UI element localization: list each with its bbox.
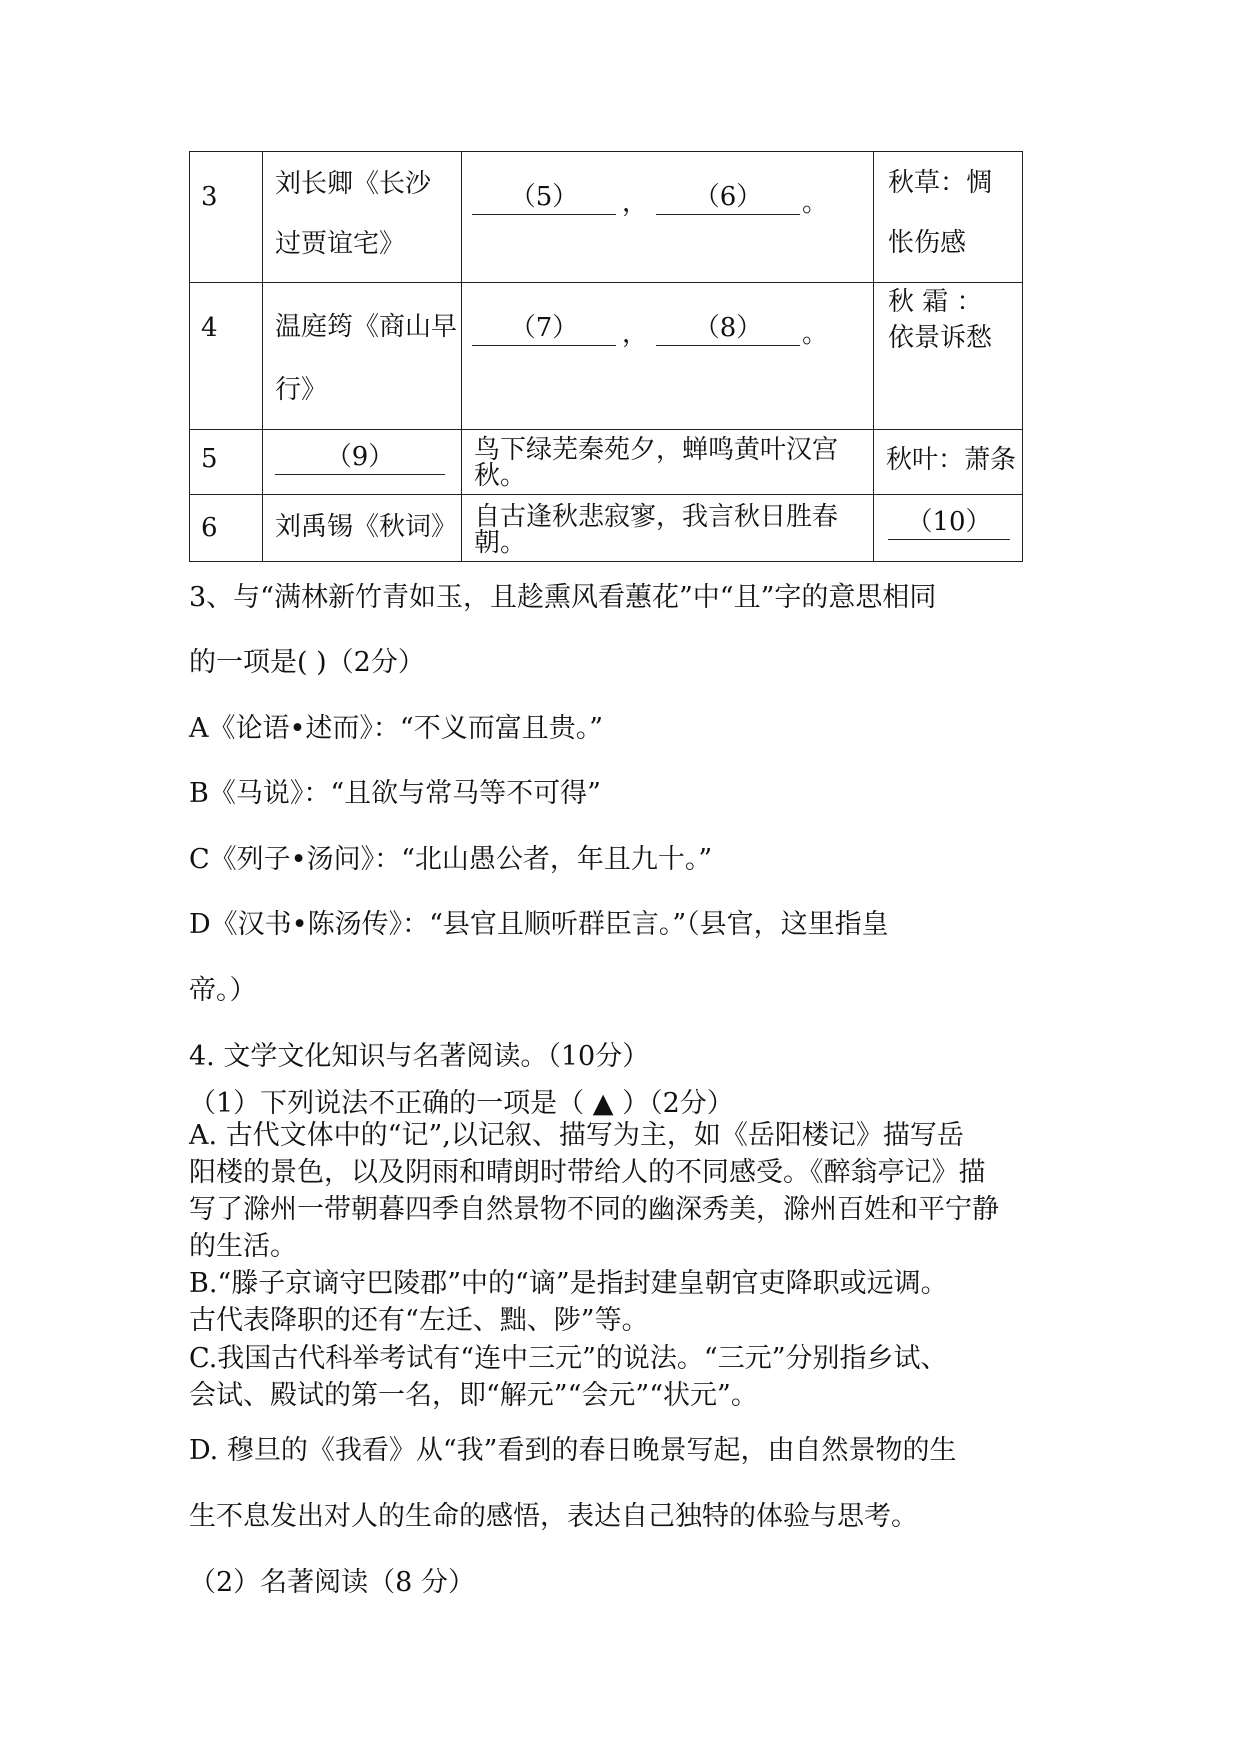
poet-title: 温庭筠《商山早 [275,312,458,342]
table-row [190,152,1023,283]
text-line: 阳楼的景色，以及阴雨和晴朗时带给人的不同感受。《醉翁亭记》描 [189,1157,986,1188]
q4-option-d: D. 穆旦的《我看》从“我”看到的春日晚景写起，由自然景物的生 [189,1435,957,1466]
poem-line-cont: 秋。 [474,461,527,491]
q3-stem-cont: 的一项是( )（2分） [189,647,425,678]
imagery-text: 秋草：惆 [888,168,993,198]
q4-option-b [189,1265,948,1339]
punctuation: 。 [802,188,829,218]
table-row [190,430,1023,495]
table-row [190,283,1023,430]
q3-option-c: C《列子•汤问》：“北山愚公者，年且九十。” [189,844,713,875]
imagery-text: 秋 霜 ： [888,287,983,317]
answer-blank[interactable]: （10） [888,505,1010,540]
imagery-text-cont: 依景诉愁 [888,323,993,353]
punctuation: 。 [802,319,829,349]
imagery-text: 秋叶：萧条 [886,445,1017,475]
q3-option-d-cont: 帝。） [189,975,257,1006]
answer-blank[interactable]: （9） [275,440,445,475]
poem-line-cont: 朝。 [474,528,527,558]
q4-option-a [189,1117,999,1265]
poet-title: 刘长卿《长沙 [275,169,432,199]
poet-title-cont: 过贾谊宅》 [275,229,406,259]
row-number: 4 [201,313,218,343]
row-number: 5 [201,444,218,474]
q4-title: 4. 文学文化知识与名著阅读。（10分） [189,1041,650,1072]
poet-title-cont: 行》 [275,375,328,405]
poem-table [189,151,1023,562]
q4-option-c [189,1340,948,1414]
text-line: A. 古代文体中的“记”,以记叙、描写为主，如《岳阳楼记》描写岳 [189,1120,964,1151]
text-line: C.我国古代科举考试有“连中三元”的说法。“三元”分别指乡试、 [189,1343,948,1374]
q3-option-a: A《论语•述而》：“不义而富且贵。” [189,713,604,744]
punctuation: ， [622,319,649,349]
q4-sub2: （2）名著阅读（8 分） [189,1567,475,1598]
answer-blank[interactable]: （6） [656,180,800,215]
answer-blank[interactable]: （7） [472,311,616,346]
answer-blank[interactable]: （5） [472,180,616,215]
table-row [190,495,1023,562]
q3-option-d: D《汉书•陈汤传》：“县官且顺听群臣言。”（县官，这里指皇 [189,909,889,940]
q3-option-b: B《马说》：“且欲与常马等不可得” [189,778,601,809]
q3-stem: 3、与“满林新竹青如玉，且趁熏风看蕙花”中“且”字的意思相同 [189,582,937,613]
text-line: 会试、殿试的第一名，即“解元”“会元”“状元”。 [189,1380,758,1411]
poem-line: 自古逢秋悲寂寥，我言秋日胜春 [474,502,839,532]
text-line: 的生活。 [189,1231,297,1262]
text-line: B.“滕子京谪守巴陵郡”中的“谪”是指封建皇朝官吏降职或远调。 [189,1268,948,1299]
imagery-text-cont: 怅伤感 [888,228,967,258]
poet-title: 刘禹锡《秋词》 [275,512,458,542]
q4-sub1: （1）下列说法不正确的一项是（ ▲ ）（2分） [189,1088,734,1119]
q4-option-d-cont: 生不息发出对人的生命的感悟，表达自己独特的体验与思考。 [189,1501,918,1532]
row-number: 6 [201,513,218,543]
text-line: 古代表降职的还有“左迁、黜、陟”等。 [189,1305,649,1336]
punctuation: ， [622,188,649,218]
answer-blank[interactable]: （8） [656,311,800,346]
text-line: 写了滁州一带朝暮四季自然景物不同的幽深秀美，滁州百姓和平宁静 [189,1194,999,1225]
poem-line: 鸟下绿芜秦苑夕，蝉鸣黄叶汉宫 [474,435,839,465]
row-number: 3 [201,182,218,212]
